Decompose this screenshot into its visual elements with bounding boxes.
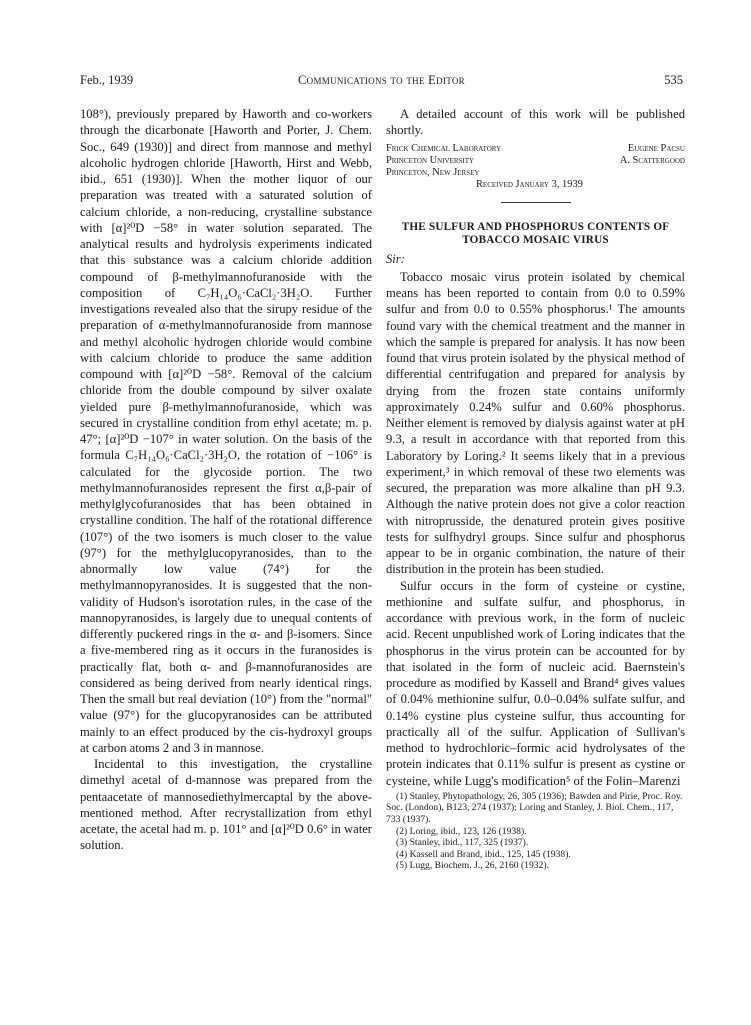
signature-lab: Frick Chemical Laboratory	[386, 142, 502, 154]
running-header	[80, 73, 683, 93]
right-paragraph-1: Tobacco mosaic virus protein isolated by chemical means has been reported to contain from 0.0 to 0.59% sulfur and from 0.0 to 0.55% phosphorus.¹ The amounts found vary with the chemical treatment and the manner in which the sample is prepared for analysis. It has now been found that virus protein isolated by the physical method of differential centrifugation and prepared for analysis by drying from the frozen state contains uniformly approximately 0.24% sulfur and 0.60% phosphorus. Neither element is removed by dialysis against water at pH 9.3, a result in accordance with that reported from this Laboratory by Loring.² It seems likely that in a previous experiment,³ in which removal of these two elements was secured, the preparation was more alkaline than pH 9.3. Although the native protein does not give a color reaction with nitroprusside, the denatured protein gives positive tests for sulfhydryl groups. Since sulfur and phosphorus appear to be in organic combination, the nature of their distribution in the protein has been studied.	[386, 269, 685, 577]
right-paragraph-2: Sulfur occurs in the form of cysteine or cystine, methionine and sulfate sulfur, and phosphorus, in accordance with previous work, in the form of nucleic acid. Recent unpublished work of Loring indicates that the phosphorus in the virus protein can be accounted for by that isolated in the form of nucleic acid. Baernstein's procedure as modified by Kassell and Brand⁴ gives values of 0.04% methionine sulfur, 0.0–0.04% sulfate sulfur, and 0.14% cystine plus cysteine sulfur, thus accounting for practically all of the sulfur. Application of Sullivan's method to hydrochloric–formic acid hydrolysates of the protein indicates that 0.11% sulfur is present as cystine or cysteine, while Lugg's modification⁵ of the Folin–Marenzi	[386, 578, 685, 788]
section-divider	[501, 202, 571, 203]
right-column	[386, 106, 685, 872]
article-title: THE SULFUR AND PHOSPHORUS CONTENTS OF TOBACCO MOSAIC VIRUS	[401, 220, 670, 246]
salutation: Sir:	[386, 251, 405, 266]
header-date: Feb., 1939	[80, 73, 134, 87]
left-paragraph-1: 108°), previously prepared by Haworth and co-workers through the dicarbonate [Haworth and Porter, J. Chem. Soc., 649 (1930)] and direct from mannose and methyl alcoholic hydrogen chloride [Haworth, Hirst and Webb, ibid., 651 (1930)]. When the mother liquor of our preparation was treated with a saturated solution of calcium chloride, a non-reducing, crystalline substance with [α]²⁰D −58° in water solution separated. The analytical results and hydrolysis experiments indicated that this substance was a calcium chloride addition compound of β-methylmannofuranoside with the composition of C₇H₁₄O₆·CaCl₂·3H₂O. Further investigations revealed also that the sirupy residue of the preparation of α-methylmannofuranoside from mannose and methyl alcoholic hydrogen chloride would combine with calcium chloride to produce the same addition compound with [α]²⁰D −58°. Removal of the calcium chloride from the double compound by silver oxalate yielded pure β-methylmannofuranoside, which was secured in crystalline condition from ethyl acetate; m. p. 47°; [α]²⁰D −107° in water solution. On the basis of the formula C₇H₁₄O₆·CaCl₂·3H₂O, the rotation of −106° is calculated for the glycoside portion. The two methylmannofuranosides represent the first α,β-pair of methylglycofuranosides that has been obtained in crystalline condition. The half of the rotational difference (107°) of the two isomers is much closer to the value (97°) for the methylglucopyranosides, than to the abnormally low value (74°) for the methylmannopyranosides. It is suggested that the non-validity of Hudson's isorotation rules, in the case of the mannopyranosides, is largely due to unequal contents of differently puckered rings in the α- and β-isomers. Since a five-membered ring as it occurs in the furanosides is practically flat, both α- and β-mannofuranosides are considered as being derived from nearly identical rings. Then the small but real deviation (10°) from the "normal" value (97°) for the glucopyranosides can be attributed mainly to an effect produced by the cis-hydroxyl groups at carbon atoms 2 and 3 in mannose.	[80, 107, 372, 755]
signature-university: Princeton University	[386, 154, 475, 166]
footnote-1: (1) Stanley, Phytopathology, 26, 305 (1936); Bawden and Pirie, Proc. Roy. Soc. (London), B123, 274 (1937); Loring and Stanley, J. Biol. Chem., 117, 733 (1937).	[386, 790, 683, 825]
intro-paragraph: A detailed account of this work will be published shortly.	[386, 107, 685, 138]
header-section: Communications to the Editor	[298, 73, 465, 87]
left-column	[80, 106, 372, 854]
signature-city: Princeton, New Jersey	[386, 166, 480, 178]
footnote-2: (2) Loring, ibid., 123, 126 (1938).	[396, 825, 527, 837]
received-date: Received January 3, 1939	[476, 178, 583, 190]
footnote-5: (5) Lugg, Biochem. J., 26, 2160 (1932).	[396, 860, 549, 872]
footnotes	[386, 791, 685, 872]
signature-author-2: A. Scattergood	[619, 154, 685, 166]
signature-author-1: Eugene Pacsu	[627, 142, 685, 154]
left-paragraph-2: Incidental to this investigation, the crystalline dimethyl acetal of d-mannose was prepared from the pentaacetate of mannosediethylmercaptal by the above-mentioned method. After recrystallization from ethyl acetate, the acetal had m. p. 101° and [α]²⁰D 0.6° in water solution.	[80, 757, 372, 853]
footnote-4: (4) Kassell and Brand, ibid., 125, 145 (1938).	[396, 848, 571, 860]
page-number: 535	[664, 73, 683, 87]
signature-block	[386, 143, 685, 193]
footnote-3: (3) Stanley, ibid., 117, 325 (1937).	[396, 837, 529, 849]
